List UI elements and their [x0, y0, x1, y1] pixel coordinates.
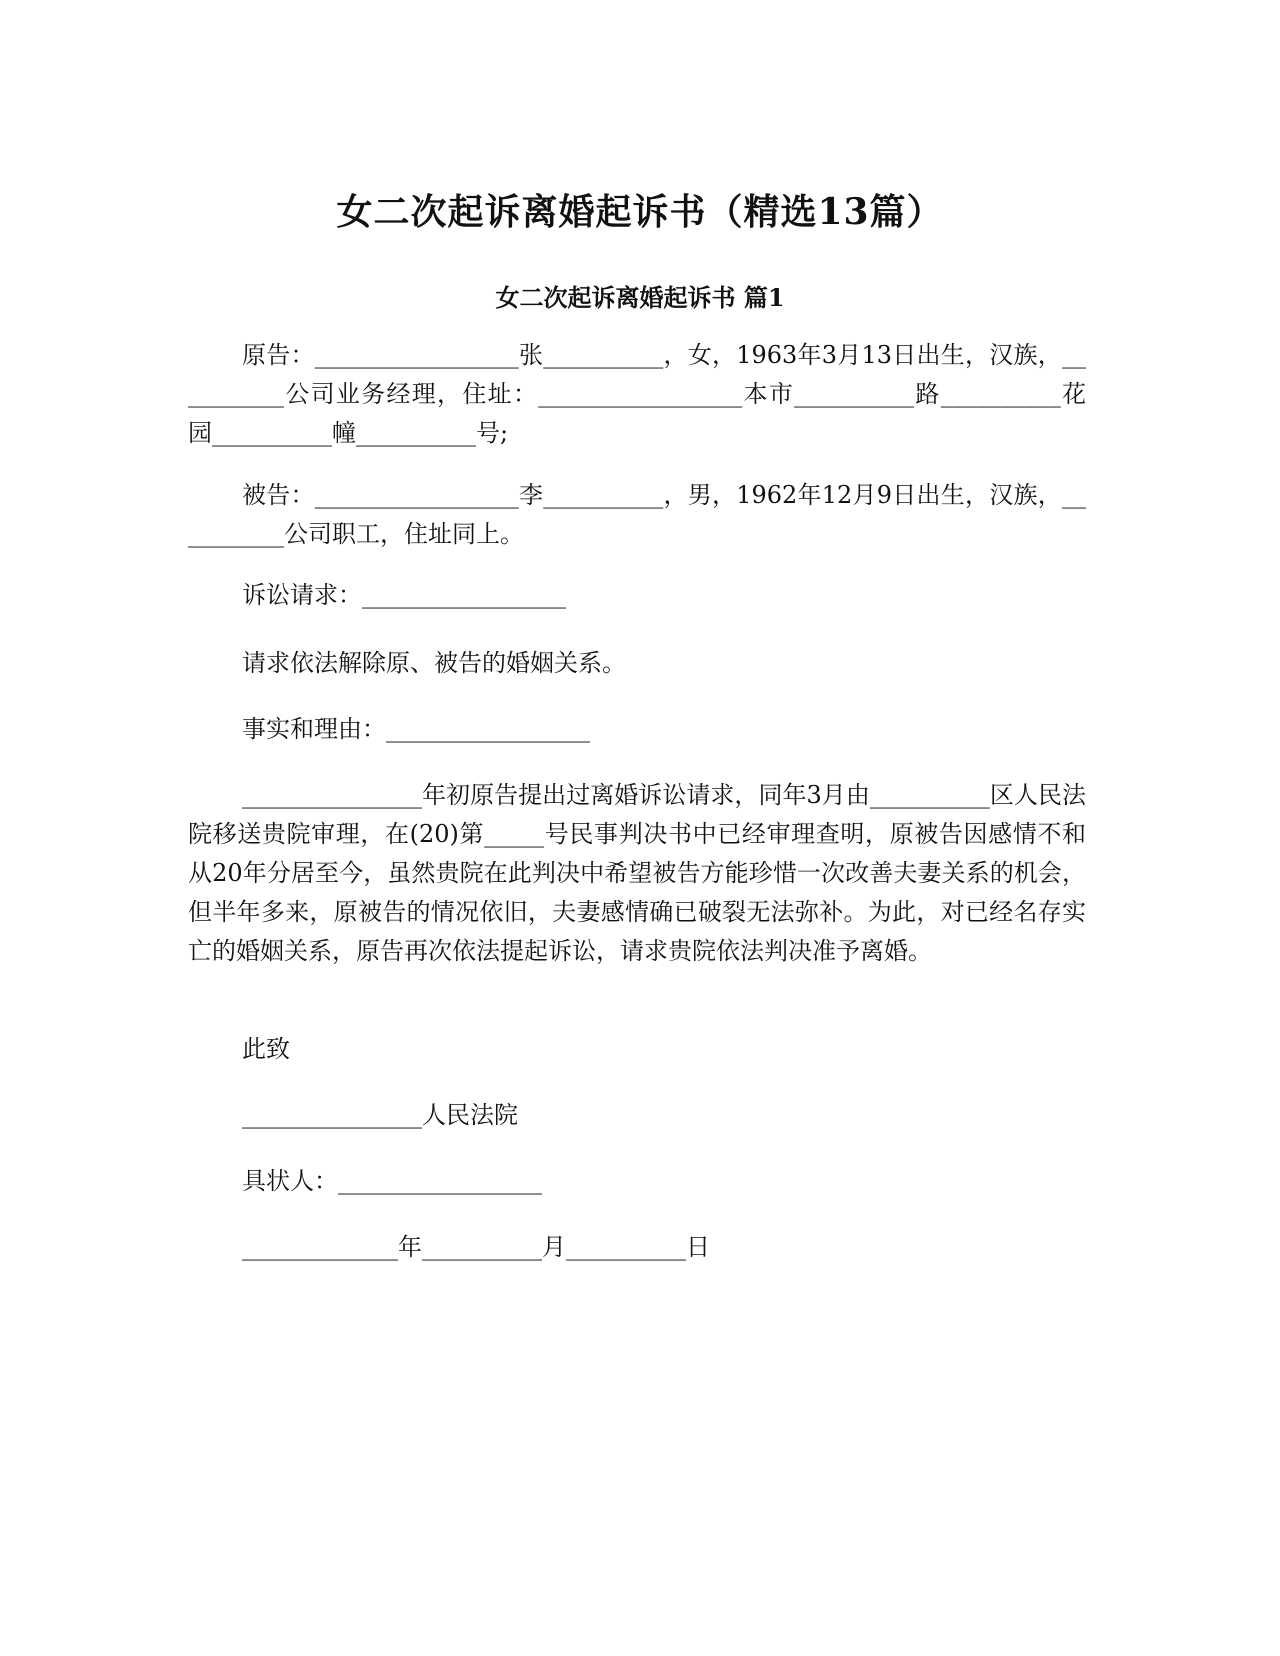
court-line: _______________人民法院	[242, 1101, 518, 1129]
plaintiff-paragraph: 原告：_________________张__________，女，1963年3月13日出生，汉族，__________公司业务经理，住址：_________________本市__________路__________花园__________幢__________号;	[188, 341, 1086, 447]
date-line: _____________年__________月__________日	[242, 1233, 710, 1261]
section-title: 女二次起诉离婚起诉书 篇1	[495, 283, 785, 312]
signer-line: 具状人：_________________	[242, 1167, 542, 1195]
claim-text: 请求依法解除原、被告的婚姻关系。	[242, 649, 626, 677]
defendant-paragraph: 被告：_________________李__________，男，1962年12月9日出生，汉族，__________公司职工，住址同上。	[188, 481, 1086, 548]
facts-paragraph: _______________年初原告提出过离婚诉讼请求，同年3月由__________区人民法院移送贵院审理，在(20)第_____号民事判决书中已经审理查明，原被告因感情不和从20年分居至今，虽然贵院在此判决中希望被告方能珍惜一次改善夫妻关系的机会，但半年多来，原被告的情况依旧，夫妻感情确已破裂无法弥补。为此，对已经名存实亡的婚姻关系，原告再次依法提起诉讼，请求贵院依法判决准予离婚。	[188, 781, 1086, 965]
salutation: 此致	[242, 1035, 290, 1063]
facts-label: 事实和理由：_________________	[242, 715, 590, 743]
document-title: 女二次起诉离婚起诉书（精选13篇）	[336, 191, 944, 233]
claim-label: 诉讼请求：_________________	[242, 581, 566, 609]
